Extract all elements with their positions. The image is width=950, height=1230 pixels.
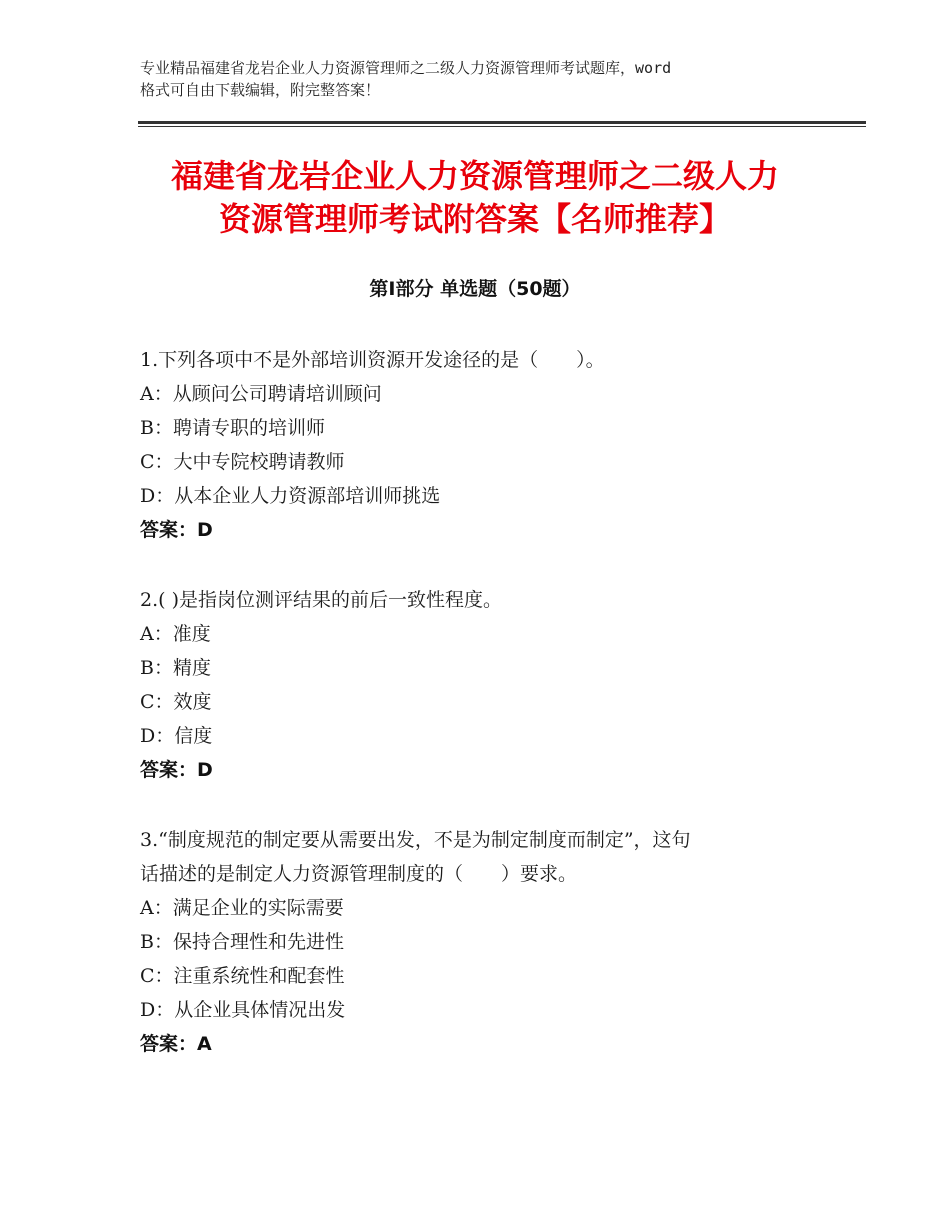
question-answer [140,753,820,787]
question-option-d: D：从企业具体情况出发 [140,999,346,1021]
answer-value: A [197,1033,212,1055]
question-option-d: D：信度 [140,725,213,747]
answer-label: 答案： [140,759,198,781]
answer-value: D [197,519,213,541]
answer-label: 答案： [140,1033,198,1055]
question-option-a: A：满足企业的实际需要 [140,897,344,919]
answer-label: 答案： [140,519,198,541]
question-stem-line2: 话描述的是制定人力资源管理制度的（ ）要求。 [140,863,578,885]
question-option-b: B：保持合理性和先进性 [140,931,344,953]
section-heading: 第Ⅰ部分 单选题（50题） [369,278,581,300]
document-title [100,155,850,241]
header-note-line2: 格式可自由下载编辑，附完整答案！ [140,81,381,99]
question-stem: 1.下列各项中不是外部培训资源开发途径的是（ ）。 [140,349,605,371]
question-option-a: A：从顾问公司聘请培训顾问 [140,383,382,405]
document-title-line1: 福建省龙岩企业人力资源管理师之二级人力 [170,157,779,195]
header-note-line1: 专业精品福建省龙岩企业人力资源管理师之二级人力资源管理师考试题库，word [140,59,672,77]
question-stem: 2.( )是指岗位测评结果的前后一致性程度。 [140,589,502,611]
question-answer [140,1027,820,1061]
question-option-b: B：精度 [140,657,211,679]
header-divider-thick [138,121,866,124]
question-stem: 3.“制度规范的制定要从需要出发，不是为制定制度而制定”，这句 [140,829,691,851]
question-option-a: A：准度 [140,623,211,645]
question-answer [140,513,820,547]
question-list [140,343,820,1097]
question-option-c: C：效度 [140,691,212,713]
question-option-b: B：聘请专职的培训师 [140,417,325,439]
question-option-c: C：注重系统性和配套性 [140,965,345,987]
document-title-line2: 资源管理师考试附答案【名师推荐】 [218,200,731,238]
header-divider-thin [138,126,866,127]
question-option-d: D：从本企业人力资源部培训师挑选 [140,485,441,507]
question-item [140,343,820,547]
header-note [140,57,840,101]
question-item [140,823,820,1061]
question-item [140,583,820,787]
question-option-c: C：大中专院校聘请教师 [140,451,345,473]
answer-value: D [197,759,213,781]
